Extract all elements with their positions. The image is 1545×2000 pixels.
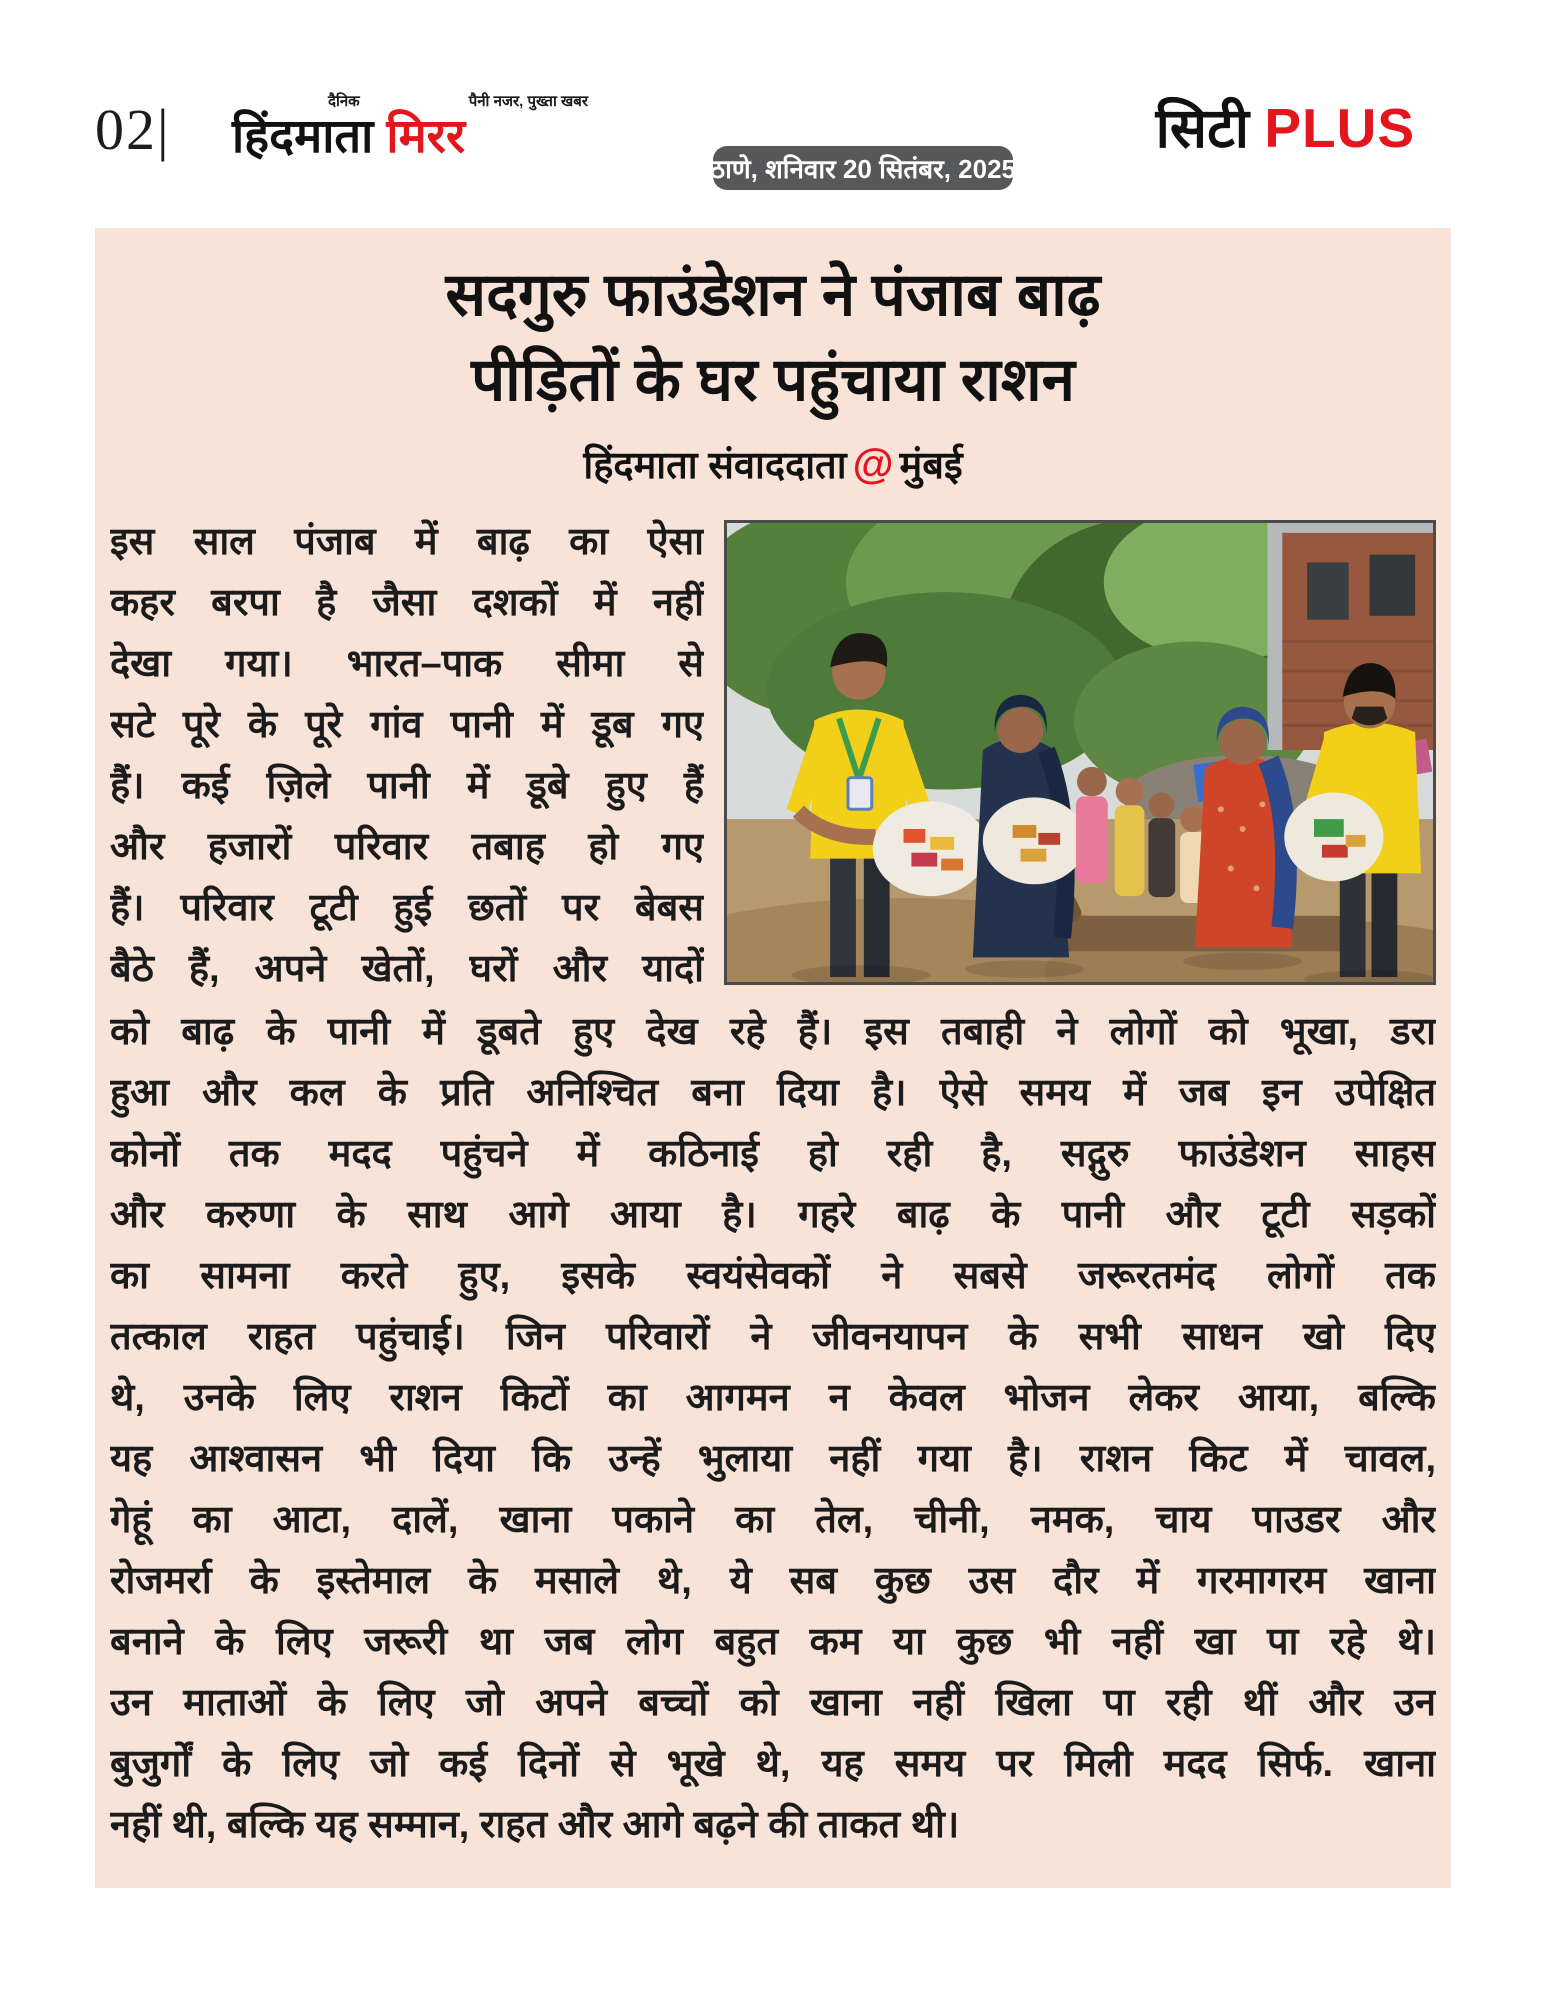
body-left-column: [110, 512, 704, 1000]
section-logo: [1156, 98, 1415, 159]
ration-sack-left: [873, 801, 988, 896]
body-text-line: देखा गया। भारत–पाक सीमा से: [110, 643, 704, 685]
body-text-line: को बाढ़ के पानी में डूबते हुए देख रहे हैं। इस तबाही ने लोगों को भूखा, डरा: [110, 1011, 1436, 1053]
body-text-line: नहीं थी, बल्कि यह सम्मान, राहत और आगे बढ़ने की ताकत थी।: [110, 1804, 960, 1846]
article-block: [95, 228, 1451, 1888]
section-logo-red: PLUS: [1264, 97, 1415, 159]
headline-line-2: पीड़ितों के घर पहुंचाया राशन: [471, 346, 1075, 413]
logo-taglines: [232, 94, 592, 109]
body-text-line: बनाने के लिए जरूरी था जब लोग बहुत कम या कुछ भी नहीं खा पा रहे थे।: [110, 1621, 1436, 1663]
date-capsule: ठाणे, शनिवार 20 सितंबर, 2025: [713, 146, 1013, 190]
body-text-line: सटे पूरे के पूरे गांव पानी में डूब गए: [110, 704, 704, 746]
body-text-line: और हजारों परिवार तबाह हो गए: [110, 826, 704, 868]
byline-agency: हिंदमाता संवाददाता: [583, 445, 847, 487]
body-text-line: इस साल पंजाब में बाढ़ का ऐसा: [110, 521, 704, 563]
logo-tagline-right: पैनी नजर, पुख्ता खबर: [468, 93, 588, 110]
body-text-line: कहर बरपा है जैसा दशकों में नहीं: [110, 582, 704, 624]
logo-title-red: मिरर: [386, 109, 466, 162]
logo-tagline-left: दैनिक: [328, 93, 360, 110]
section-logo-black: सिटी: [1155, 97, 1250, 159]
body-text-line: तत्काल राहत पहुंचाई। जिन परिवारों ने जीवनयापन के सभी साधन खो दिए: [110, 1316, 1436, 1358]
body-text-line: हैं। परिवार टूटी हुई छतों पर बेबस: [110, 887, 704, 929]
body-full-width: [110, 1002, 1436, 1856]
page-number: 02|: [95, 97, 171, 162]
body-text-line: और करुणा के साथ आगे आया है। गहरे बाढ़ के पानी और टूटी सड़कों: [110, 1194, 1436, 1236]
body-text-line: गेहूं का आटा, दालें, खाना पकाने का तेल, चीनी, नमक, चाय पाउडर और: [110, 1499, 1436, 1541]
article-headline: [110, 252, 1436, 422]
body-text-line: हुआ और कल के प्रति अनिश्चित बना दिया है। ऐसे समय में जब इन उपेक्षित: [110, 1072, 1436, 1114]
body-text-line: उन माताओं के लिए जो अपने बच्चों को खाना नहीं खिला पा रही थीं और उन: [110, 1682, 1436, 1724]
body-text-line: यह आश्वासन भी दिया कि उन्हें भुलाया नहीं गया है। राशन किट में चावल,: [110, 1438, 1436, 1480]
headline-line-1: सदगुरु फाउंडेशन ने पंजाब बाढ़: [445, 261, 1101, 328]
body-text-line: बुजुर्गों के लिए जो कई दिनों से भूखे थे, यह समय पर मिली मदद सिर्फ. खाना: [110, 1743, 1436, 1785]
body-text-line: का सामना करते हुए, इसके स्वयंसेवकों ने सबसे जरूरतमंद लोगों तक: [110, 1255, 1436, 1297]
body-text-line: रोजमर्रा के इस्तेमाल के मसाले थे, ये सब कुछ उस दौर में गरमागरम खाना: [110, 1560, 1436, 1602]
at-icon: @: [852, 440, 894, 487]
article-body: [110, 512, 1436, 1856]
body-text-line: थे, उनके लिए राशन किटों का आगमन न केवल भोजन लेकर आया, बल्कि: [110, 1377, 1436, 1419]
body-text-line: बैठे हैं, अपने खेतों, घरों और यादों: [110, 948, 704, 990]
article-byline: [110, 436, 1436, 494]
article-body-upper: [110, 512, 1436, 1000]
byline-city: मुंबई: [899, 445, 963, 487]
logo-title: [232, 109, 592, 163]
body-text-line: हैं। कई ज़िले पानी में डूबे हुए हैं: [110, 765, 704, 807]
article-photo: [724, 520, 1436, 985]
logo-title-black: हिंदमाता: [232, 109, 374, 162]
photo-illustration: [727, 523, 1433, 982]
body-text-line: कोनों तक मदद पहुंचने में कठिनाई हो रही है, सद्गुरु फाउंडेशन साहस: [110, 1133, 1436, 1175]
newspaper-logo: [232, 94, 592, 163]
